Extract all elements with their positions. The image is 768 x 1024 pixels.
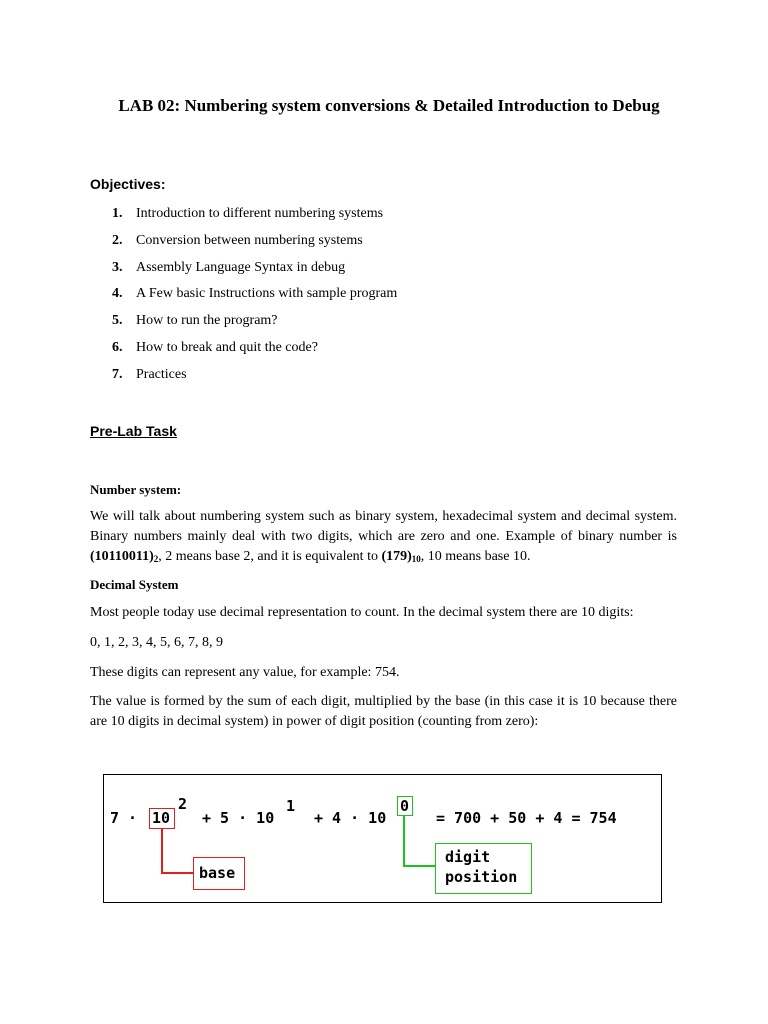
list-item: 1. Introduction to different numbering systems — [112, 206, 384, 221]
diagram-base-number: 10 — [152, 809, 171, 827]
list-item: 3. Assembly Language Syntax in debug — [112, 259, 346, 275]
list-item: 2. Conversion between numbering systems — [112, 232, 363, 248]
list-item: 7. Practices — [112, 366, 187, 382]
diagram-term-5: + 5 · 10 — [202, 809, 275, 827]
base-connector-horizontal — [161, 872, 194, 874]
positional-notation-diagram — [103, 774, 662, 903]
prelab-heading: Pre-Lab Task — [90, 423, 177, 439]
diagram-exponent-1: 1 — [286, 797, 296, 815]
base-highlight-box — [149, 808, 175, 829]
base-connector-vertical — [161, 828, 163, 873]
digit-position-highlight-box — [397, 796, 413, 816]
diagram-term-4: + 4 · 10 — [314, 809, 387, 827]
diagram-exponent-2: 2 — [178, 795, 188, 813]
decimal-paragraph-1: Most people today use decimal representation to count. In the decimal system there are 10 digits: — [90, 605, 634, 620]
decimal-digits-paragraph: 0, 1, 2, 3, 4, 5, 6, 7, 8, 9 — [90, 635, 223, 650]
list-item: 4. A Few basic Instructions with sample program — [112, 286, 398, 302]
base-label: base — [199, 864, 236, 882]
objectives-heading: Objectives: — [90, 176, 166, 192]
diagram-term-7: 7 · — [110, 809, 138, 827]
decimal-example-paragraph: These digits can represent any value, for example: 754. — [90, 665, 400, 680]
digit-label-line2: position — [445, 868, 518, 886]
diagram-result: = 700 + 50 + 4 = 754 — [436, 809, 617, 827]
digit-connector-vertical — [403, 815, 405, 866]
list-item: 6. How to break and quit the code? — [112, 339, 318, 355]
number-system-paragraph: We will talk about numbering system such as binary system, hexadecimal system and decimal system. Binary numbers mainly deal with two digits, which are zero and one. Example of binary number is $(10110011)_2$, 2 means base 2, and it is equivalent to $(179)_{10}$, 10 means base 10. — [90, 509, 677, 564]
number-system-heading: Number system: — [90, 482, 182, 497]
diagram-exponent-0: 0 — [400, 797, 410, 815]
decimal-system-heading: Decimal System — [90, 577, 179, 592]
page-title: LAB 02: Numbering system conversions & Detailed Introduction to Debug — [118, 96, 660, 115]
list-item: 5. How to run the program? — [112, 313, 278, 329]
digit-connector-horizontal — [403, 865, 436, 867]
objectives-list — [112, 205, 397, 393]
digit-label-line1: digit — [445, 848, 491, 866]
decimal-explanation-paragraph: The value is formed by the sum of each digit, multiplied by the base (in this case it is 10 because there are 10 digits in decimal system) in power of digit position (counting from zero): — [90, 694, 677, 729]
